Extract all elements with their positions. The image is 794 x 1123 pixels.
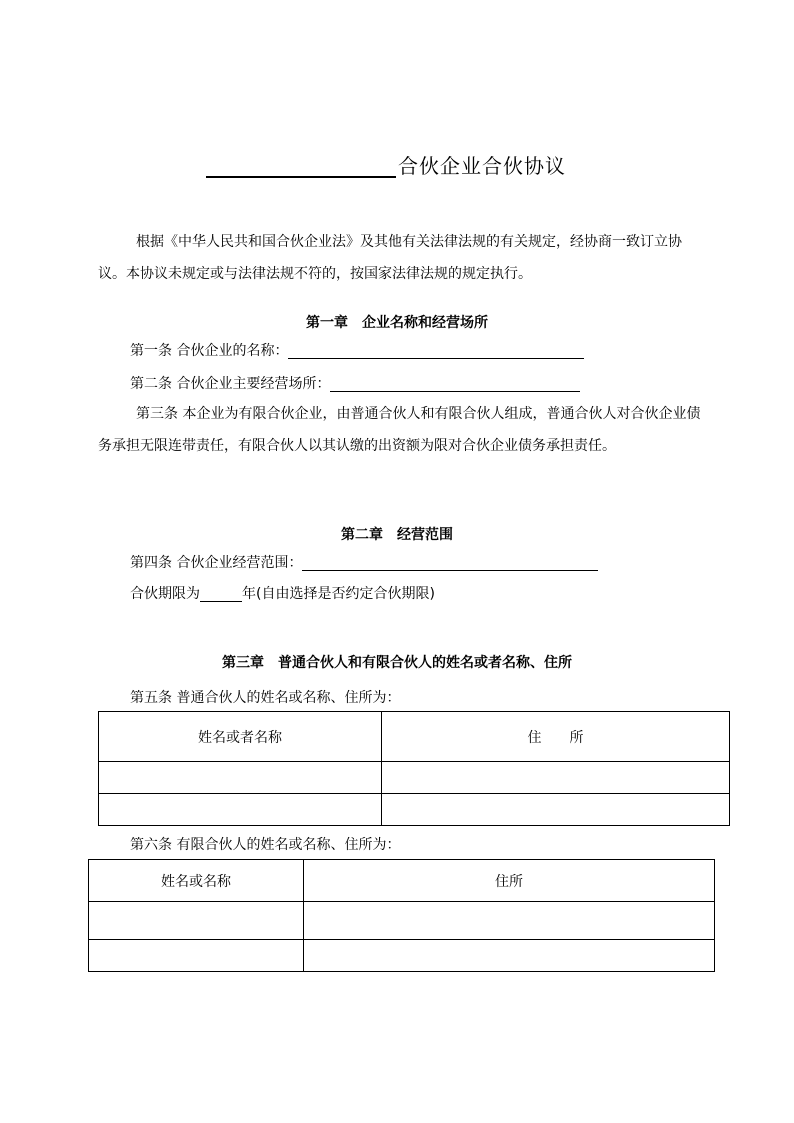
table1-cell[interactable] (382, 794, 730, 826)
chapter-2-heading: 第二章 经营范围 (341, 527, 453, 543)
table2-cell[interactable] (89, 940, 304, 972)
title-text: 合伙企业合伙协议 (398, 154, 566, 178)
article-2 (130, 373, 580, 393)
table1-cell[interactable] (99, 762, 382, 794)
table2-cell[interactable] (304, 940, 715, 972)
article-1 (130, 340, 584, 360)
business-scope-blank[interactable] (302, 554, 598, 571)
article-3: 第三条 本企业为有限合伙企业，由普通合伙人和有限合伙人组成，普通合伙人对合伙企业债务承担无限连带责任，有限合伙人以其认缴的出资额为限对合伙企业债务承担责任。 (98, 406, 701, 454)
table2-cell[interactable] (304, 902, 715, 940)
enterprise-name-blank[interactable] (288, 342, 584, 359)
business-location-blank[interactable] (330, 375, 580, 392)
article-2-text: 第二条 合伙企业主要经营场所： (130, 376, 331, 392)
article-6: 第六条 有限合伙人的姓名或名称、住所为： (130, 837, 401, 853)
term-years-blank[interactable] (200, 585, 242, 602)
limited-partner-table (88, 859, 715, 972)
table1-header-address: 住 所 (382, 712, 730, 762)
table1-cell[interactable] (99, 794, 382, 826)
table2-cell[interactable] (89, 902, 304, 940)
intro-paragraph: 根据《中华人民共和国合伙企业法》及其他有关法律法规的有关规定，经协商一致订立协议。本协议未规定或与法律法规不符的，按国家法律法规的规定执行。 (98, 234, 682, 282)
table2-header-address: 住所 (304, 860, 715, 902)
term-suffix: 年(自由选择是否约定合伙期限) (242, 586, 435, 602)
chapter-3-heading: 第三章 普通合伙人和有限合伙人的姓名或者名称、住所 (222, 655, 572, 671)
article-5: 第五条 普通合伙人的姓名或名称、住所为： (130, 690, 401, 706)
article-4-text: 第四条 合伙企业经营范围： (130, 555, 303, 571)
table2-header-name: 姓名或名称 (89, 860, 304, 902)
table1-header-name: 姓名或者名称 (99, 712, 382, 762)
article-4 (130, 552, 598, 572)
term-prefix: 合伙期限为 (130, 586, 200, 602)
article-1-text: 第一条 合伙企业的名称： (130, 343, 289, 359)
general-partner-table (98, 711, 730, 826)
title-blank-line[interactable] (206, 176, 396, 178)
chapter-1-heading: 第一章 企业名称和经营场所 (306, 315, 488, 331)
document-title (0, 148, 794, 184)
table1-cell[interactable] (382, 762, 730, 794)
partnership-term (130, 583, 435, 603)
